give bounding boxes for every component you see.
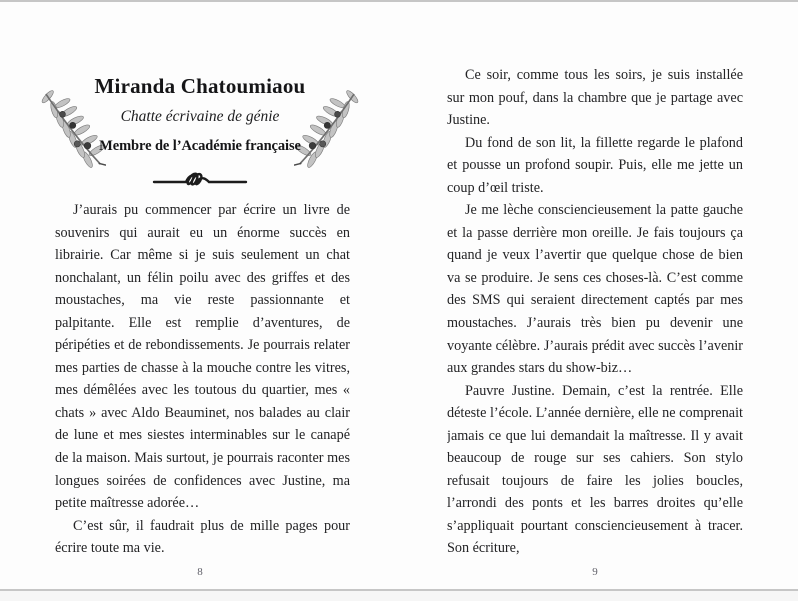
chapter-header — [30, 0, 370, 200]
left-page — [30, 0, 370, 590]
olive-branch-left-icon — [32, 86, 106, 174]
right-page-number: 9 — [592, 566, 598, 578]
page-bottom-margin — [0, 591, 798, 601]
paragraph: Je me lèche consciencieusement la patte gauche et la passe derrière mon oreille. Je fais toujours ça quand je veux l’avertir que quelque chose de bien va se produire. Je sens ces choses-là. C’est comme des SMS qui seraient directement captés par mes moustaches. J’aurais très bien pu devenir une voyante célèbre. J’aurais prédit avec succès l’avenir aux grandes stars du show-biz… — [447, 202, 743, 377]
paragraph: C’est sûr, il faudrait plus de mille pages pour écrire toute ma vie. — [55, 517, 350, 557]
paragraph: Pauvre Justine. Demain, c’est la rentrée. Elle déteste l’école. L’année dernière, elle ne comprenait jamais ce que lui demandait la maîtresse. Il y avait beaucoup de rouge sur ses cahiers. Son stylo refusait toujours de faire les jolies boucles, l’arrondi des ponts et les barres droites qu’elle s’appliquait pourtant consciencieusement à tracer. Son écriture, — [447, 382, 743, 557]
rope-twist-divider-icon — [152, 170, 248, 192]
right-page — [447, 0, 743, 590]
paragraph: Du fond de son lit, la fillette regarde le plafond et pousse un profond soupir. Puis, elle me jette un coup d’œil triste. — [447, 134, 743, 196]
olive-branch-right-icon — [294, 86, 368, 174]
paragraph: Ce soir, comme tous les soirs, je suis installée sur mon pouf, dans la chambre que je partage avec Justine. — [447, 67, 743, 129]
author-name: Miranda Chatoumiaou — [94, 74, 306, 98]
left-page-number: 8 — [197, 566, 203, 578]
author-affiliation: Membre de l’Académie française — [99, 138, 301, 154]
right-page-body — [447, 64, 743, 566]
paragraph: J’aurais pu commencer par écrire un livre de souvenirs qui aurait eu un énorme succès en librairie. Car même si je suis seulement un chat nonchalant, un félin poilu avec des griffes et des moustaches, ma vie reste passionnante et palpitante. Elle est remplie d’aventures, de péripéties et de rebondissements. Je pourrais relater mes parties de chasse à la mouche contre les vitres, mes démêlées avec les toutous du quartier, mes « chats » avec Aldo Beauminet, nos balades au clair de lune et mes siestes interminables sur le canapé de la maison. Mais surtout, je pourrais raconter mes longues soirées de confidences avec Justine, ma petite maîtresse adorée… — [55, 202, 350, 512]
left-page-body — [55, 199, 350, 567]
author-subtitle: Chatte écrivaine de génie — [120, 108, 280, 125]
